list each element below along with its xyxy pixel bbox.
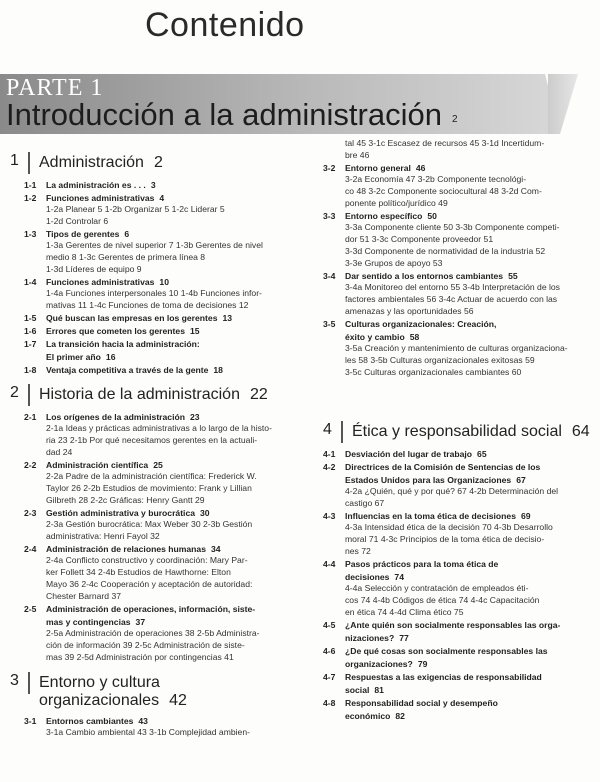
section-title (345, 271, 593, 282)
toc-column-left (10, 150, 298, 739)
toc-subsection: ción de información 39 2-5c Administración de siste- (46, 640, 245, 650)
toc-subsection: Mayo 36 2-4c Cooperación y aceptación de autoridad: (46, 579, 253, 589)
section-number: 2-1 (24, 412, 37, 422)
section-page: 4 (159, 193, 165, 203)
section-page: 81 (374, 685, 384, 695)
chapter-title (39, 154, 163, 172)
section-title (46, 339, 298, 350)
section-title (46, 508, 298, 519)
toc-section (323, 211, 593, 222)
toc-subsection: 4-3a Intensidad ética de la decisión 70 4-3b Desarrollo (345, 522, 553, 532)
section-title (345, 659, 593, 670)
chapter-number: 1 (10, 152, 19, 169)
section-page: 34 (211, 544, 221, 554)
chapter-title-text: Ética y responsabilidad social (352, 423, 562, 440)
toc-section (323, 163, 593, 174)
section-title-text: Desviación del lugar de trabajo (345, 449, 473, 459)
toc-section (323, 711, 593, 722)
section-number: 4-3 (323, 511, 336, 521)
chapter-title-text-2: organizacionales (39, 692, 160, 709)
section-title (46, 277, 298, 288)
section-title-text: económico (345, 711, 391, 721)
chapter-divider (28, 672, 30, 694)
toc-chapter (10, 152, 298, 174)
toc-subsection: 1-4a Funciones interpersonales 10 1-4b Funciones infor- (46, 288, 262, 298)
spacer (323, 379, 593, 419)
section-title-text: organizaciones? (345, 659, 413, 669)
toc-subsection: 3-4a Monitoreo del entorno 55 3-4b Interpretación de los (345, 282, 560, 292)
toc-section (10, 617, 298, 628)
toc-section (323, 646, 593, 657)
toc-section (10, 352, 298, 363)
section-title (345, 620, 593, 631)
section-title (345, 462, 593, 473)
toc-subsection: 1-3d Líderes de equipo 9 (46, 264, 142, 274)
toc-subsection: 4-4a Selección y contratación de empleados éti- (345, 583, 529, 593)
section-page: 65 (477, 449, 487, 459)
toc-subsection: 3-3e Grupos de apoyo 53 (345, 258, 443, 268)
toc-section (10, 193, 298, 204)
toc-subsection: 3-5a Creación y mantenimiento de culturas organizaciona- (345, 343, 568, 353)
section-title-text: Funciones administrativas (46, 277, 155, 287)
toc-section (323, 633, 593, 644)
toc-subsection: tal 45 3-1c Escasez de recursos 45 3-1d Incertidum- (345, 138, 545, 148)
section-title (345, 646, 593, 657)
section-number: 3-2 (323, 163, 336, 173)
section-number: 4-6 (323, 646, 336, 656)
part-title: Introducción a la administración (6, 97, 442, 132)
section-number: 4-5 (323, 620, 336, 630)
section-page: 46 (415, 163, 426, 173)
toc-subsection: 3-3d Componente de normatividad de la industria 52 (345, 246, 546, 256)
part-page: 2 (452, 114, 458, 125)
toc-subsection: dor 51 3-3c Componente proveedor 51 (345, 234, 494, 244)
section-number: 1-4 (24, 277, 37, 287)
section-number (10, 352, 46, 363)
toc-subsection: amenazas y las oportunidades 56 (345, 306, 474, 316)
section-title-text: Pasos prácticos para la toma ética de (345, 559, 499, 569)
section-title-text: Directrices de la Comisión de Sentencias de los (345, 462, 541, 472)
section-title-text: Administración de operaciones, información, siste- (46, 604, 256, 614)
toc-section (10, 180, 298, 191)
section-title (345, 559, 593, 570)
part-banner-tip (548, 74, 578, 134)
section-number: 3-5 (323, 319, 336, 329)
section-title-text: ¿Ante quién son socialmente responsables las orga- (345, 620, 561, 630)
toc-chapter (323, 421, 593, 443)
toc-subsection: 3-2a Economía 47 3-2b Componente tecnológi- (345, 174, 527, 184)
chapter-title-text: Entorno y cultura (39, 674, 160, 691)
section-number: 4-2 (323, 462, 336, 472)
section-title (46, 313, 298, 324)
chapter-page: 64 (571, 423, 590, 440)
toc-section (323, 559, 593, 570)
toc-subsection: medio 8 1-3c Gerentes de primera línea 8 (46, 252, 206, 262)
section-title-text: decisiones (345, 572, 390, 582)
section-title-text: Estados Unidos para las Organizaciones (345, 475, 512, 485)
section-title-text: La transición hacia la administración: (46, 339, 200, 349)
section-page: 10 (159, 277, 169, 287)
toc-subsection: nes 72 (345, 546, 371, 556)
section-number: 1-1 (24, 180, 37, 190)
chapter-number: 4 (323, 421, 332, 438)
section-page: 50 (427, 211, 437, 221)
toc-section (323, 332, 593, 343)
toc-section (10, 339, 298, 350)
toc-subsection: 1-3a Gerentes de nivel superior 7 1-3b Gerentes de nivel (46, 240, 263, 250)
section-number (323, 659, 345, 670)
toc-subsection: ria 23 2-1b Por qué necesitamos gerentes en la actuali- (46, 435, 258, 445)
chapter-divider (28, 384, 30, 406)
chapter-page: 22 (249, 386, 268, 403)
toc-subsection: 2-4a Conflicto constructivo y coordinación: Mary Par- (46, 555, 248, 565)
section-title (46, 180, 298, 191)
section-number (10, 617, 46, 628)
section-page: 18 (213, 365, 223, 375)
section-title (46, 617, 298, 628)
section-number: 2-5 (24, 604, 37, 614)
toc-section (10, 508, 298, 519)
section-number: 1-3 (24, 229, 37, 239)
section-number (323, 685, 345, 696)
toc-subsection: castigo 67 (345, 498, 385, 508)
section-title-text: Administración científica (46, 460, 149, 470)
section-page: 23 (189, 412, 200, 422)
section-number: 4-8 (323, 698, 336, 708)
toc-section (10, 326, 298, 337)
section-page: 15 (189, 326, 200, 336)
section-title-text: mas y contingencias (46, 617, 131, 627)
section-title (345, 685, 593, 696)
section-title-text: Dar sentido a los entornos cambiantes (345, 271, 504, 281)
chapter-number: 3 (10, 672, 19, 689)
chapter-title (352, 423, 590, 441)
toc-subsection: cos 74 4-4b Códigos de ética 74 4-4c Capacitación (345, 595, 540, 605)
section-title (46, 604, 298, 615)
section-page: 69 (520, 511, 531, 521)
toc-section (10, 365, 298, 376)
spacer (10, 664, 298, 670)
section-number: 1-7 (24, 339, 37, 349)
toc-subsection: mativas 11 1-4c Funciones de toma de decisiones 12 (46, 300, 249, 310)
toc-section (323, 672, 593, 683)
toc-section (10, 716, 298, 727)
section-page: 16 (105, 352, 116, 362)
section-title-text: Tipos de gerentes (46, 229, 120, 239)
section-page: 55 (508, 271, 518, 281)
chapter-title-text: Administración (39, 154, 144, 171)
section-title-text: Gestión administrativa y burocrática (46, 508, 196, 518)
chapter-title-text: Historia de la administración (39, 386, 240, 403)
section-page: 67 (516, 475, 526, 485)
toc-section (323, 475, 593, 486)
section-title-text: Responsabilidad social y desempeño (345, 698, 498, 708)
section-title (345, 633, 593, 644)
section-title (345, 332, 593, 343)
chapter-number: 2 (10, 384, 19, 401)
section-page: 82 (395, 711, 405, 721)
toc-subsection: 2-1a Ideas y prácticas administrativas a lo largo de la histo- (46, 423, 272, 433)
toc-section (323, 319, 593, 330)
chapter-title (39, 674, 187, 710)
section-title-text: Qué buscan las empresas en los gerentes (46, 313, 218, 323)
section-title-text: Entorno específico (345, 211, 423, 221)
section-number: 2-2 (24, 460, 37, 470)
section-page: 6 (124, 229, 130, 239)
toc-section (10, 313, 298, 324)
section-title-text: nizaciones? (345, 633, 395, 643)
toc-subsection: ker Follett 34 2-4b Estudios de Hawthorne: Elton (46, 567, 231, 577)
section-number (323, 711, 345, 722)
spacer (10, 376, 298, 382)
section-title-text: ¿De qué cosas son socialmente responsables las (345, 646, 548, 656)
section-number: 1-2 (24, 193, 37, 203)
toc-subsection: 2-5a Administración de operaciones 38 2-5b Administra- (46, 628, 260, 638)
section-title-text: Ventaja competitiva a través de la gente (46, 365, 209, 375)
section-number: 3-3 (323, 211, 336, 221)
section-title-text: Culturas organizacionales: Creación, (345, 319, 497, 329)
toc-subsection: dad 24 (46, 447, 73, 457)
toc-subsection: 3-1a Cambio ambiental 43 3-1b Complejidad ambien- (46, 727, 250, 737)
section-title-text: Administración de relaciones humanas (46, 544, 206, 554)
section-number (323, 332, 345, 343)
toc-chapter (10, 672, 298, 710)
section-title-text: Entornos cambiantes (46, 716, 134, 726)
section-page: 79 (417, 659, 428, 669)
section-number: 2-4 (24, 544, 37, 554)
section-number: 4-7 (323, 672, 336, 682)
section-title (46, 365, 298, 376)
toc-section (323, 449, 593, 460)
toc-section (10, 229, 298, 240)
section-title-text: Entorno general (345, 163, 411, 173)
section-title (46, 193, 298, 204)
section-page: 43 (138, 716, 148, 726)
section-number: 1-8 (24, 365, 37, 375)
chapter-page: 42 (169, 692, 187, 709)
toc-subsection: 2-2a Padre de la administración científica: Frederick W. (46, 471, 257, 481)
toc-subsection: ponente político/jurídico 49 (345, 198, 448, 208)
toc-section (323, 511, 593, 522)
section-title-text: Influencias en la toma ética de decisiones (345, 511, 516, 521)
toc-section (10, 277, 298, 288)
section-page: 74 (394, 572, 404, 582)
section-title (345, 163, 593, 174)
section-title-text: Errores que cometen los gerentes (46, 326, 185, 336)
toc-subsection: 1-2a Planear 5 1-2b Organizar 5 1-2c Liderar 5 (46, 204, 225, 214)
section-title-text: éxito y cambio (345, 332, 405, 342)
section-title (345, 211, 593, 222)
toc-section (323, 620, 593, 631)
toc-subsection: mas 39 2-5d Administración por contingencias 41 (46, 652, 234, 662)
section-title (46, 412, 298, 423)
chapter-divider (28, 152, 30, 174)
toc-section (10, 412, 298, 423)
section-title (345, 572, 593, 583)
section-page: 25 (153, 460, 163, 470)
toc-subsection: 1-2d Controlar 6 (46, 216, 109, 226)
toc-column-right (323, 138, 593, 722)
section-number: 2-3 (24, 508, 37, 518)
toc-subsection: co 48 3-2c Componente sociocultural 48 3-2d Com- (345, 186, 542, 196)
toc-section (10, 604, 298, 615)
toc-subsection: factores ambientales 56 3-4c Actuar de acuerdo con las (345, 294, 558, 304)
toc-subsection: 4-2a ¿Quién, qué y por qué? 67 4-2b Determinación del (345, 486, 559, 496)
section-page: 37 (135, 617, 146, 627)
section-title-text: La administración es . . . (46, 180, 146, 190)
section-title-text: El primer año (46, 352, 101, 362)
section-title (46, 229, 298, 240)
toc-section (323, 462, 593, 473)
section-page: 30 (200, 508, 210, 518)
section-number (323, 572, 345, 583)
section-number (323, 475, 345, 486)
section-page: 58 (409, 332, 420, 342)
part-label: PARTE 1 (6, 75, 104, 101)
toc-section (323, 659, 593, 670)
toc-subsection: Taylor 26 2-2b Estudios de movimiento: Frank y Lillian (46, 483, 252, 493)
section-page: 13 (222, 313, 233, 323)
section-title-text: Funciones administrativas (46, 193, 155, 203)
toc-subsection: bre 46 (345, 150, 370, 160)
toc-section (323, 685, 593, 696)
section-page: 3 (150, 180, 156, 190)
section-title (46, 544, 298, 555)
toc-chapter (10, 384, 298, 406)
section-number: 4-1 (323, 449, 336, 459)
toc-subsection: moral 71 4-3c Principios de la toma ética de decisio- (345, 534, 545, 544)
section-page: 77 (399, 633, 409, 643)
section-title (46, 326, 298, 337)
section-title-text: Los orígenes de la administración (46, 412, 185, 422)
section-number: 3-1 (24, 716, 37, 726)
section-number: 4-4 (323, 559, 336, 569)
toc-section (323, 698, 593, 709)
toc-section (10, 544, 298, 555)
section-title (345, 319, 593, 330)
section-title (345, 475, 593, 486)
section-number: 3-4 (323, 271, 336, 281)
section-title (345, 511, 593, 522)
section-number (323, 633, 345, 644)
section-title-text: Respuestas a las exigencias de responsabilidad (345, 672, 542, 682)
toc-subsection: Gilbreth 28 2-2c Gráficas: Henry Gantt 29 (46, 495, 205, 505)
section-title (46, 352, 298, 363)
section-number: 1-6 (24, 326, 37, 336)
toc-subsection: Chester Barnard 37 (46, 591, 121, 601)
toc-subsection: administrativa: Henri Fayol 32 (46, 531, 160, 541)
toc-subsection: en ética 74 4-4d Clima ético 75 (345, 607, 464, 617)
toc-subsection: 2-3a Gestión burocrática: Max Weber 30 2-3b Gestión (46, 519, 253, 529)
section-title (46, 716, 298, 727)
section-title (345, 711, 593, 722)
toc-section (323, 271, 593, 282)
section-title (345, 672, 593, 683)
section-title (345, 449, 593, 460)
toc-subsection: les 58 3-5b Culturas organizacionales exitosas 59 (345, 355, 535, 365)
page-title: Contenido (145, 6, 305, 44)
chapter-divider (341, 421, 343, 443)
toc-subsection: 3-5c Culturas organizacionales cambiantes 60 (345, 367, 522, 377)
chapter-title (39, 386, 268, 404)
section-title (345, 698, 593, 709)
toc-section (10, 460, 298, 471)
toc-subsection: 3-3a Componente cliente 50 3-3b Componente competi- (345, 222, 560, 232)
section-number: 1-5 (24, 313, 37, 323)
chapter-page: 2 (153, 154, 163, 171)
section-title-text: social (345, 685, 370, 695)
section-title (46, 460, 298, 471)
toc-section (323, 572, 593, 583)
